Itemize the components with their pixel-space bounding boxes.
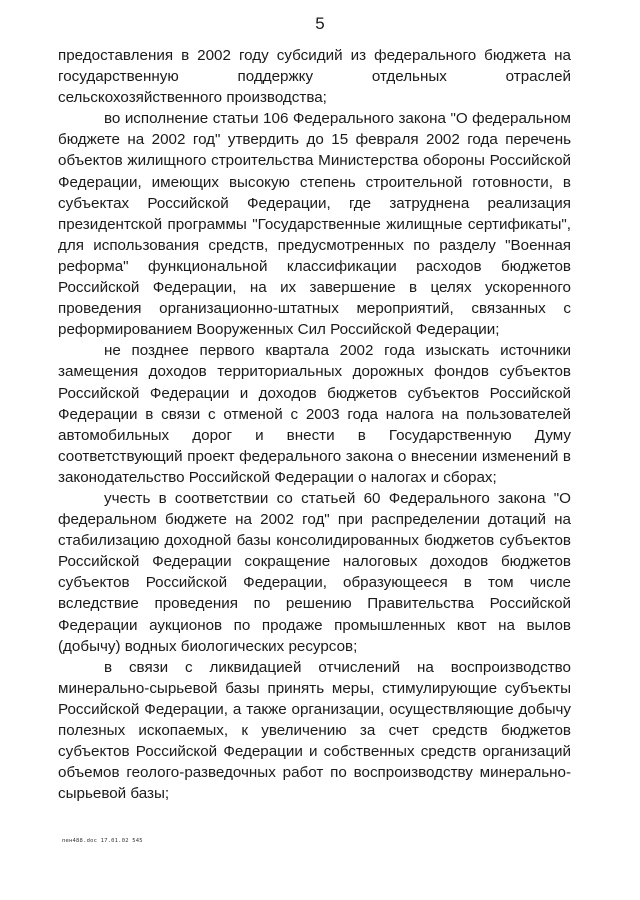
document-body — [58, 45, 571, 804]
paragraph-mineral-resources: в связи с ликвидацией отчислений на воспроизводство минерально-сырьевой базы принять меры, стимулирующие субъекты Российской Федерации, а также организации, осуществляющие добычу полезных ископаемых, к увеличению за счет средств бюджетов субъектов Российской Федерации и собственных средств организаций объемов геолого-разведочных работ по воспроизводству минерально-сырьевой базы; — [58, 658, 571, 803]
paragraph-housing-objects: во исполнение статьи 106 Федерального закона "О федеральном бюджете на 2002 год" утвердить до 15 февраля 2002 года перечень объектов жилищного строительства Министерства обороны Российской Федерации, имеющих высокую степень строительной готовности, в субъектах Российской Федерации, где затруднена реализация президентской программы "Государственные жилищные сертификаты", для использования средств, предусмотренных по разделу "Военная реформа" функциональной классификации расходов бюджетов Российской Федерации, на их завершение в целях ускоренного проведения организационно-штатных мероприятий, связанных с реформированием Вооруженных Сил Российской Федерации; — [58, 110, 571, 339]
paragraph-subsidy-distribution: учесть в соответствии со статьей 60 Федерального закона "О федеральном бюджете на 2002 год" при распределении дотаций на стабилизацию доходной базы консолидированных бюджетов субъектов Российской Федерации сокращение налоговых доходов бюджетов субъектов Российской Федерации, образующееся в том числе вследствие проведения по решению Правительства Российской Федерации аукционов по продаже промышленных квот на вылов (добычу) водных биологических ресурсов; — [58, 489, 571, 655]
paragraph-subsidies-continuation: предоставления в 2002 году субсидий из федерального бюджета на государственную поддержку отдельных отраслей сельскохозяйственного производства; — [58, 47, 571, 107]
paragraph-road-funds: не позднее первого квартала 2002 года изыскать источники замещения доходов территориальных дорожных фондов субъектов Российской Федерации и доходов бюджетов субъектов Российской Федерации в связи с отменой с 2003 года налога на пользователей автомобильных дорог и внести в Государственную Думу соответствующий проект федерального закона о внесении изменений в законодательство Российской Федерации о налогах и сборах; — [58, 342, 571, 486]
page-number: 5 — [315, 14, 325, 33]
document-footer-filename: пен488.doc 17.01.02 545 — [62, 838, 143, 844]
